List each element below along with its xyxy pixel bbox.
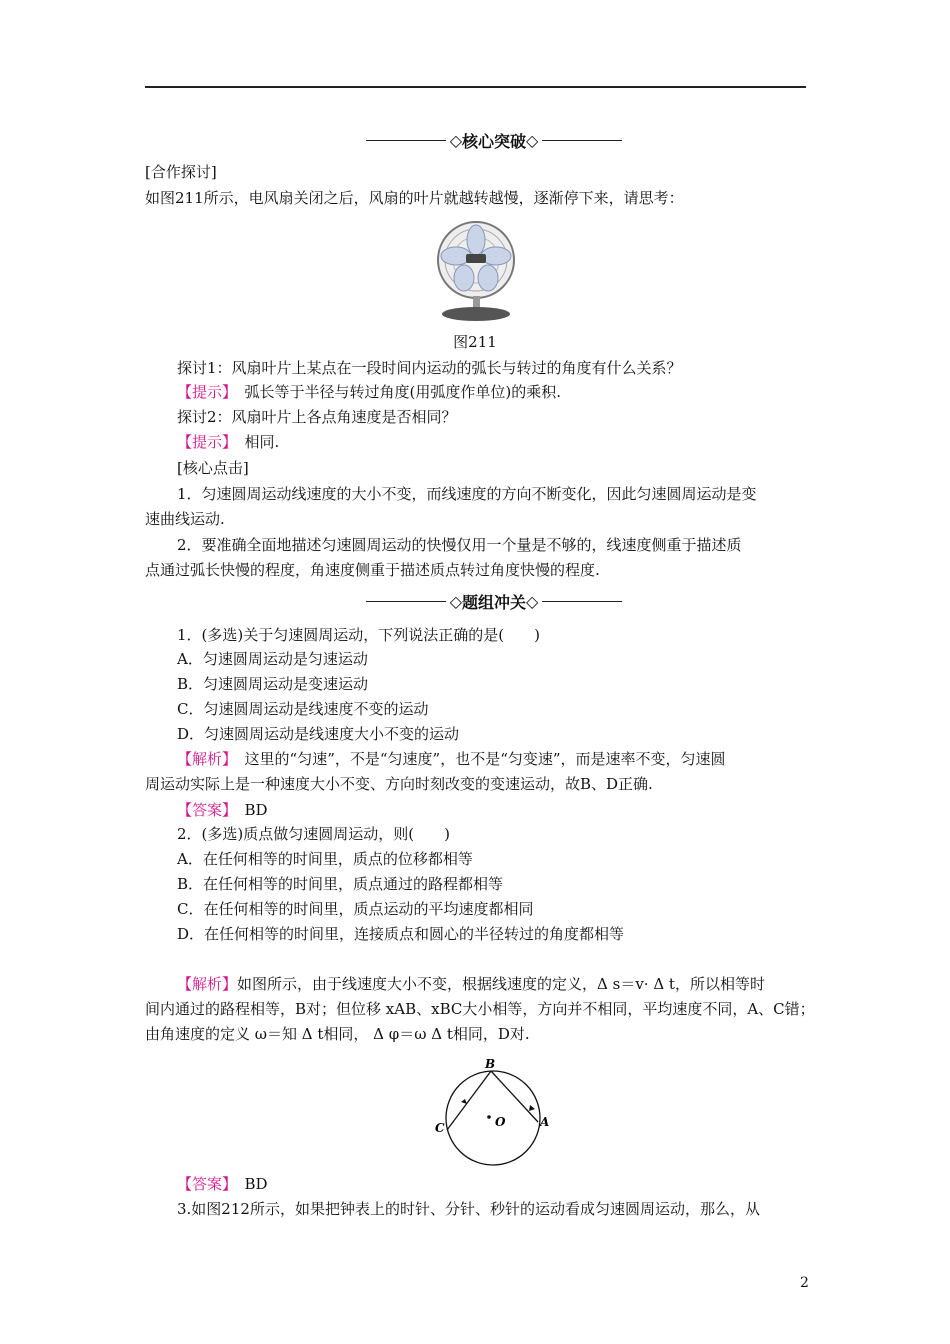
answer-label: 【答案】 (177, 1175, 230, 1193)
q2-analysis-b: 间内通过的路程相等，B对；但位移 xAB、xBC大小相等，方向并不相同，平均速度不同，A、C错； (145, 1000, 815, 1018)
q2-answer (177, 1172, 847, 1196)
figure-caption: 图211 (453, 333, 497, 351)
core-point-2b: 点通过弧长快慢的程度，角速度侧重于描述质点转过角度快慢的程度. (145, 561, 600, 579)
q2-option-d: D．在任何相等的时间里，连接质点和圆心的半径转过的角度都相等 (177, 925, 625, 943)
q1-analysis-b: 周运动实际上是一种速度大小不变、方向时刻改变的变速运动，故B、D正确. (145, 775, 653, 793)
section-title-text: 题组冲关 (462, 592, 527, 612)
q2-analysis-a (177, 972, 847, 996)
section-title-core: ◇ 核心突破 ◇ (362, 128, 626, 152)
core-point-2a: 2．要准确全面地描述匀速圆周运动的快慢仅用一个量是不够的，线速度侧重于描述质 (177, 536, 742, 554)
q1-option-b: B．匀速圆周运动是变速运动 (177, 675, 369, 693)
label-o: O (495, 1115, 506, 1129)
circle-diagram (425, 1058, 565, 1168)
answer-label: 【答案】 (177, 801, 230, 819)
q2-analysis-c: 由角速度的定义 ω＝知 Δ t相同， Δ φ＝ω Δ t相同，D对. (145, 1025, 530, 1043)
q1-option-d: D．匀速圆周运动是线速度大小不变的运动 (177, 725, 460, 743)
page-number: 2 (800, 1275, 809, 1291)
hint-1-text: 弧长等于半径与转过角度(用弧度作单位)的乘积. (244, 383, 562, 401)
section-title-drill: ◇ 题组冲关 ◇ (362, 589, 626, 613)
q2-analysis-text: 如图所示，由于线速度大小不变，根据线速度的定义，Δ s＝v· Δ t，所以相等时 (237, 975, 765, 993)
q1-option-a: A．匀速圆周运动是匀速运动 (177, 650, 368, 668)
intro-text: 如图211所示，电风扇关闭之后，风扇的叶片就越转越慢，逐渐停下来，请思考： (145, 189, 684, 207)
q2-option-c: C．在任何相等的时间里，质点运动的平均速度都相同 (177, 900, 534, 918)
q2-option-a: A．在任何相等的时间里，质点的位移都相等 (177, 850, 473, 868)
label-b: B (485, 1058, 496, 1071)
section-title-text: 核心突破 (462, 131, 527, 151)
q1-analysis-a (177, 747, 847, 771)
header-rule (145, 86, 806, 88)
label-c: C (435, 1121, 445, 1135)
hint-2-text: 相同. (244, 433, 280, 451)
discuss-1: 探讨1：风扇叶片上某点在一段时间内运动的弧长与转过的角度有什么关系？ (177, 359, 682, 377)
discuss-2: 探讨2：风扇叶片上各点角速度是否相同？ (177, 408, 457, 426)
hint-1 (177, 380, 847, 404)
hint-label: 【提示】 (177, 383, 230, 401)
core-heading: [核心点击] (177, 459, 249, 477)
core-point-1a: 1．匀速圆周运动线速度的大小不变，而线速度的方向不断变化，因此匀速圆周运动是变 (177, 485, 757, 503)
q1-option-c: C．匀速圆周运动是线速度不变的运动 (177, 700, 429, 718)
question-3: 3.如图212所示，如果把钟表上的时针、分针、秒针的运动看成匀速圆周运动，那么，从 (177, 1200, 760, 1218)
analysis-label: 【解析】 (177, 975, 238, 993)
q2-answer-text: BD (244, 1175, 268, 1193)
q1-answer-text: BD (244, 801, 268, 819)
q2-option-b: B．在任何相等的时间里，质点通过的路程都相等 (177, 875, 504, 893)
hint-label: 【提示】 (177, 433, 230, 451)
fan-figure (420, 218, 530, 323)
core-point-1b: 速曲线运动. (145, 510, 225, 528)
question-2: 2．(多选)质点做匀速圆周运动，则( ) (177, 825, 450, 843)
analysis-label: 【解析】 (177, 750, 230, 768)
q1-answer (177, 798, 847, 822)
label-a: A (540, 1115, 550, 1129)
coop-heading: [合作探讨] (145, 163, 217, 181)
question-1: 1．(多选)关于匀速圆周运动，下列说法正确的是( ) (177, 626, 540, 644)
q1-analysis-text: 这里的“匀速”，不是“匀速度”，也不是“匀变速”，而是速率不变，匀速圆 (244, 750, 726, 768)
hint-2 (177, 430, 847, 454)
